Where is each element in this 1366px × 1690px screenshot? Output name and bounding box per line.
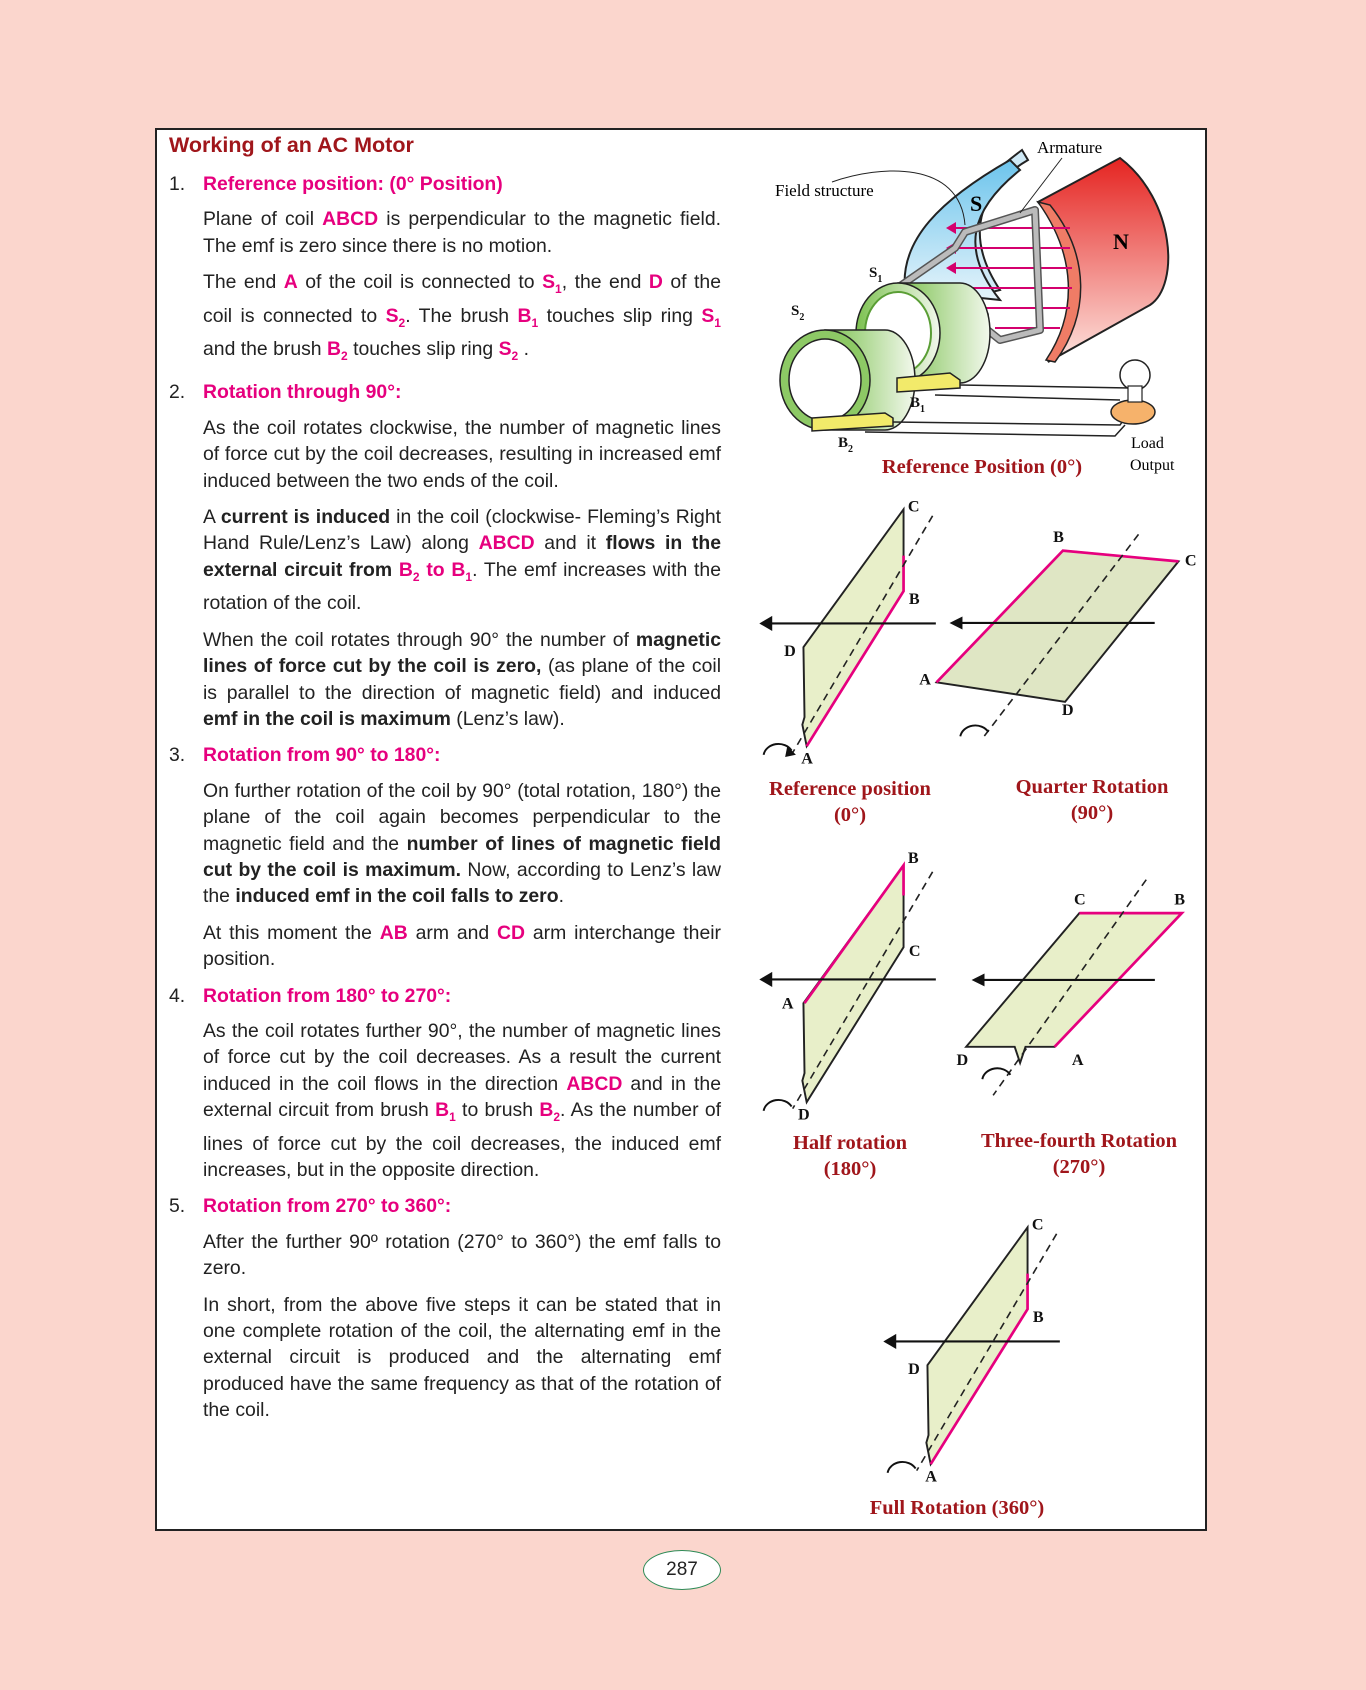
s1-label: S	[869, 265, 878, 281]
svg-text:B: B	[1032, 1309, 1044, 1327]
section-heading	[169, 379, 721, 405]
rotation-arrow-icon	[888, 1462, 916, 1473]
text-run: . The brush	[405, 304, 518, 327]
paragraph	[203, 627, 721, 733]
text-run: Now, according to Lenz’s law the	[203, 858, 721, 908]
text-run: .	[558, 885, 564, 908]
highlight-text: S	[542, 271, 556, 294]
text-run: . The emf increases with the rotation of the coil.	[203, 558, 721, 615]
paragraph	[203, 1018, 721, 1183]
rotation-arrow-icon	[982, 1068, 1010, 1079]
text-run: The end	[203, 271, 284, 294]
svg-text:A: A	[925, 1468, 937, 1484]
svg-text:B2: $B_2$	[838, 435, 854, 455]
text-run: and the brush	[203, 338, 327, 361]
field-arrow-icon	[950, 616, 963, 629]
armature-label: Armature	[1037, 138, 1103, 157]
svg-text:A: A	[919, 670, 931, 689]
subscript: 2	[398, 315, 406, 330]
section-title: Rotation from 90° to 180°:	[203, 744, 441, 767]
section-number: 2.	[169, 381, 186, 404]
text-run: When the coil rotates through 90° the number of	[203, 628, 636, 651]
text-run: After the further 90º rotation (270° to 360°) the emf falls to zero.	[203, 1230, 721, 1280]
paragraph	[203, 415, 721, 494]
subscript: 2	[511, 349, 519, 364]
section-number: 4.	[169, 984, 186, 1007]
highlight-text: ABCD	[566, 1072, 623, 1095]
bulb-icon	[1111, 360, 1155, 424]
highlight-text: ABCD	[322, 208, 379, 231]
subscript: 2	[553, 1110, 561, 1125]
text-run: On further rotation of the coil by 90° (total rotation, 180°) the plane of the coil again becomes perpendicular to the magnetic field and the	[203, 779, 721, 855]
paragraph	[203, 778, 721, 910]
rotation-arrow-icon	[960, 725, 988, 736]
section-2	[169, 379, 721, 732]
bold-text: flows in the external circuit from	[203, 532, 721, 581]
section-heading	[169, 171, 721, 197]
svg-text:B1: $B_1$	[910, 395, 926, 415]
text-run: arm interchange their position.	[203, 921, 721, 971]
north-pole-icon	[1038, 158, 1168, 362]
svg-text:B: B	[908, 591, 920, 609]
highlight-text: B	[398, 558, 413, 581]
ac-motor-diagram	[740, 128, 1210, 488]
text-run: of the coil is connected to	[203, 271, 721, 327]
svg-text:A: A	[781, 995, 794, 1013]
subscript: 1	[714, 315, 721, 330]
section-number: 1.	[169, 173, 186, 195]
section-title: Rotation from 270° to 360°:	[203, 1195, 452, 1218]
highlight-text: A	[283, 271, 298, 294]
paragraph	[203, 269, 721, 369]
section-title: Rotation from 180° to 270°:	[203, 984, 452, 1007]
section-number: 5.	[169, 1195, 186, 1218]
subscript: 1	[531, 315, 539, 330]
highlight-text: B	[517, 304, 532, 327]
subscript: 1	[465, 569, 473, 584]
text-run: of the coil is connected to	[297, 271, 543, 294]
field-arrow-icon	[883, 1334, 896, 1349]
load-label: Load	[1131, 435, 1164, 452]
svg-text:A: A	[801, 750, 813, 766]
page-title: Working of an AC Motor	[169, 133, 414, 157]
section-heading	[169, 983, 721, 1009]
text-run: , the end	[561, 271, 649, 294]
bold-text: number of lines of magnetic field cut by the coil is maximum.	[203, 832, 722, 881]
section-1	[169, 171, 721, 369]
highlight-text: B	[539, 1099, 554, 1122]
caption-full: Full Rotation (360°)	[869, 1497, 1045, 1519]
section-title: Rotation through 90°:	[203, 381, 402, 404]
caption-reference: Reference position (0°)	[769, 778, 931, 826]
section-title: Reference position: (0° Position)	[203, 173, 503, 195]
svg-text:C: C	[1184, 551, 1197, 570]
s2-label: S	[791, 303, 800, 319]
svg-text:D: D	[908, 1360, 920, 1378]
field-arrow-icon	[759, 972, 772, 987]
highlight-text: AB	[379, 921, 408, 944]
text-run: A	[203, 506, 221, 529]
caption-quarter: Quarter Rotation (90°)	[1015, 776, 1169, 824]
text-run: As the coil rotates further 90°, the number of magnetic lines of force cut by the coil decreases. As a result the current induced in the coil flows in the direction	[203, 1019, 721, 1095]
highlight-text: S	[385, 304, 399, 327]
text-run: In short, from the above five steps it can be stated that in one complete rotation of the coil, the alternating emf in the external circuit is produced and the alternating emf produced have the same frequency as that of the rotation of the coil.	[203, 1293, 721, 1422]
svg-text:S2: $S_2$	[791, 303, 805, 323]
caption-three-fourth: Three-fourth Rotation (270°)	[980, 1130, 1178, 1178]
text-run: As the coil rotates clockwise, the number of magnetic lines of force cut by the coil decreases, resulting in increased emf induced between the two ends of the coil.	[203, 416, 721, 492]
text-run: . As the number of lines of force cut by the coil decreases, the induced emf increases, but in the opposite direction.	[203, 1099, 721, 1181]
subscript: 1	[555, 282, 562, 297]
section-number: 3.	[169, 744, 186, 767]
text-run: touches slip ring	[347, 338, 499, 361]
highlight-text: to B	[419, 558, 466, 581]
field-arrow-icon	[972, 973, 985, 986]
text-run: touches slip ring	[538, 304, 702, 327]
svg-text:B: B	[1174, 891, 1186, 909]
coil-reference-diagram	[755, 496, 938, 766]
paragraph	[203, 1292, 721, 1424]
svg-text:C: C	[908, 942, 921, 960]
highlight-text: D	[648, 271, 663, 294]
text-run: is perpendicular to the magnetic field. The emf is zero since there is no motion.	[203, 208, 722, 257]
bold-text: emf in the coil is maximum	[203, 707, 451, 730]
section-5	[169, 1193, 721, 1423]
field-arrow-icon	[759, 616, 772, 631]
output-label: Output	[1130, 457, 1175, 474]
text-run: Plane of coil	[203, 208, 323, 231]
field-structure-label: Field structure	[775, 181, 874, 200]
svg-text:D: D	[784, 642, 796, 660]
subscript: 1	[449, 1110, 456, 1125]
text-run: (as plane of the coil is parallel to the direction of magnetic field) and induced	[203, 655, 721, 704]
coil-full-diagram	[879, 1214, 1062, 1484]
text-run: arm and	[407, 921, 498, 944]
paragraph	[203, 920, 721, 973]
svg-text:C: C	[1074, 891, 1086, 909]
text-run: .	[518, 338, 529, 361]
svg-text:S1: $S_1$	[869, 265, 883, 285]
section-4	[169, 983, 721, 1184]
section-heading	[169, 1193, 721, 1219]
coil-quarter-diagram	[917, 529, 1198, 745]
svg-text:D: D	[798, 1106, 810, 1122]
caption-half: Half rotation (180°)	[792, 1132, 908, 1180]
svg-text:B: B	[1053, 529, 1064, 546]
coil-three-fourth-diagram	[950, 874, 1198, 1101]
bold-text: current is induced	[220, 506, 391, 529]
text-run: (Lenz’s law).	[450, 707, 565, 730]
svg-text:C: C	[907, 498, 920, 516]
text-run: and it	[534, 532, 606, 555]
highlight-text: B	[326, 338, 341, 361]
svg-text:C: C	[1031, 1216, 1044, 1234]
page-number: 287	[643, 1550, 721, 1590]
text-run: in the coil (clockwise- Fleming’s Right Hand Rule/Lenz’s Law) along	[203, 506, 721, 555]
svg-text:D: D	[1061, 700, 1074, 719]
svg-text:D: D	[956, 1052, 969, 1070]
bold-text: induced emf in the coil falls to zero	[235, 885, 559, 908]
paragraph	[203, 206, 721, 259]
south-pole-icon	[905, 150, 1028, 300]
coil-half-diagram	[755, 852, 938, 1122]
b1-label: B	[910, 395, 921, 411]
section-heading	[169, 742, 721, 768]
paragraph	[203, 1229, 721, 1282]
section-3	[169, 742, 721, 972]
subscript: 2	[412, 569, 420, 584]
highlight-text: S	[498, 338, 512, 361]
subscript: 2	[341, 349, 348, 364]
text-run: to brush	[455, 1099, 540, 1122]
n-pole-label: N	[1113, 229, 1129, 254]
highlight-text: ABCD	[478, 532, 535, 555]
text-run: and in the external circuit from brush	[203, 1072, 721, 1122]
text-run: At this moment the	[203, 921, 380, 944]
s-pole-label: S	[970, 191, 983, 216]
text-column	[169, 171, 721, 1434]
bold-text: magnetic lines of force cut by the coil is zero,	[203, 628, 721, 678]
highlight-text: B	[435, 1099, 450, 1122]
rotation-arrow-icon	[764, 1100, 792, 1111]
b2-label: B	[838, 435, 849, 451]
highlight-text: S	[701, 304, 715, 327]
motor-caption: Reference Position (0°)	[881, 456, 1083, 478]
svg-text:A: A	[1071, 1052, 1084, 1070]
highlight-text: CD	[497, 921, 526, 944]
paragraph	[203, 504, 721, 617]
svg-text:B: B	[907, 852, 919, 868]
